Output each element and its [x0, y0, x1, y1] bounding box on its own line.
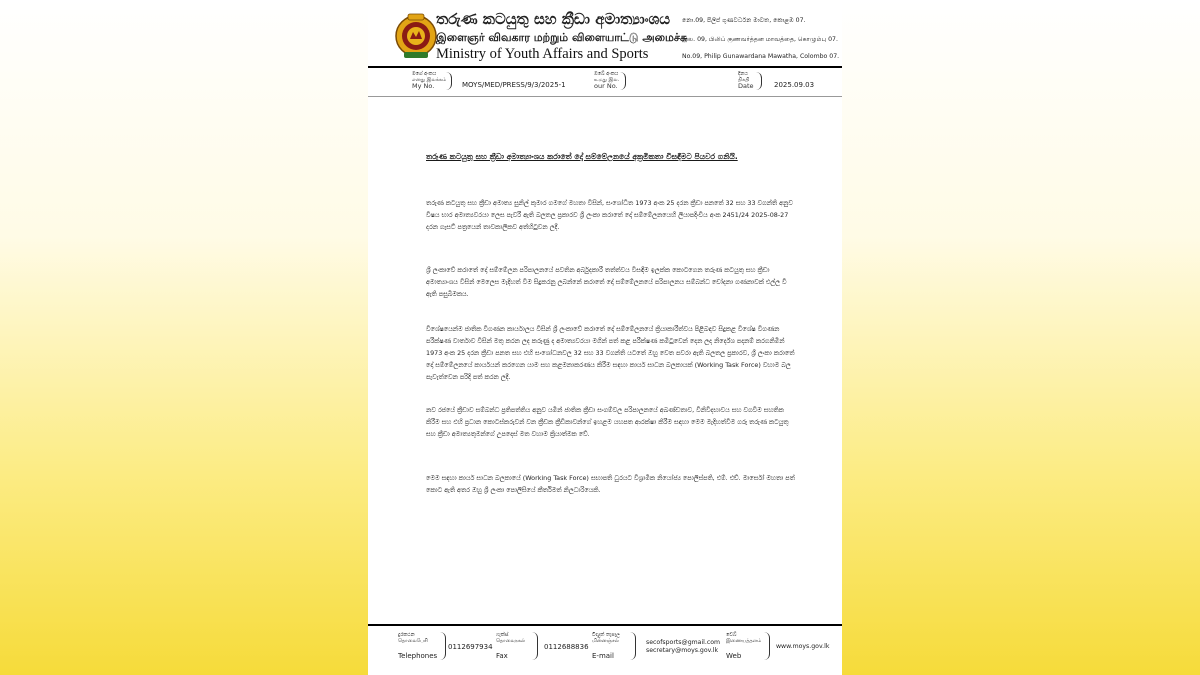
paragraph: මෙම සඳහා කාර්ය සාධන බලකායේ (Working Task Force) සභාපති ධුරයට විශ්‍රාමික නියෝජ්‍ය පොලිස්පති, එම්. එච්. මාර්සෝ මහතා පත් කොට ඇති අතර ඔහු ශ්‍රී ලංකා පොලිසියේ කීර්තිමත් නිලධාරියෙකි.	[426, 474, 795, 494]
ministry-name-tamil: இளைஞர் விவகார மற்றும் விளையாட்டு அமைச்சு	[436, 31, 688, 44]
brace	[620, 72, 626, 90]
fax-number: 0112688836	[544, 643, 589, 651]
footer-divider	[368, 624, 842, 626]
telephone-label-english: Telephones	[398, 652, 438, 660]
letter-page	[368, 0, 842, 675]
reference-divider	[368, 96, 842, 97]
brace	[446, 72, 452, 90]
telephone-number: 0112697934	[448, 643, 493, 651]
my-number-label: මගේ අංකය எனது இலக்கம் My No.	[412, 71, 447, 90]
ministry-name-sinhala: තරුණ කටයුතු සහ ක්‍රීඩා අමාත්‍යාංශය	[436, 10, 671, 28]
header-divider	[368, 66, 842, 68]
paragraph: විශේෂයෙන්ම ජාතික විගණන කාර්යාලය විසින් ශ්‍රී ලංකාවේ කරාතේ දෝ සම්මේලනයේ ක්‍රියාකාරීත්වය පිළිබඳව සිදුකළ විශේෂ විගණන පරීක්ෂණ වාර්තාව විසින් මතු කරන ලද කරුණු ද අමාත්‍යවරයා මගින් පත් කළ පරීක්ෂණ කමිටුවෙන් දෙන ලද නිර්දේශ පදනම් කරගනිමින් 1973 අංක 25 දරන ක්‍රීඩා පනත සහ එහි සංශෝධනවල 32 සහ 33 වගන්ති යටතේ ඔහු වෙත පවරා ඇති බලතල ප්‍රකාරව, ශ්‍රී ලංකා කරාතේ දෝ සම්මේලනයේ කාර්යයන් කරගෙන යාම සහ කළමනාකරණය කිරීම සඳහා කාර්ය සාධන බලකායක් (Working Task Force) වහාම බල පැවැත්වෙන පරිදි පත් කරන ලදී.	[426, 325, 795, 381]
email-label-english: E-mail	[592, 652, 614, 660]
address-english: No.09, Philip Gunawardana Mawatha, Colombo 07.	[682, 53, 840, 60]
ministry-name-english: Ministry of Youth Affairs and Sports	[436, 46, 649, 62]
brace	[756, 72, 762, 90]
brace	[764, 632, 770, 660]
brace	[440, 632, 446, 660]
fax-label-english: Fax	[496, 652, 508, 660]
our-number-label: ඔබේ අංකය உமது இல. our No.	[594, 71, 620, 90]
date-label: දිනය திகதி Date	[738, 71, 754, 90]
email-label: විද්‍යුත් තැපෑල மின்னஞ்சல்	[592, 632, 620, 644]
government-emblem-icon	[394, 12, 438, 60]
my-number-value: MOYS/MED/PRESS/9/3/2025-1	[462, 81, 566, 89]
telephone-label: දුරකථන தொலைபேசி	[398, 632, 428, 644]
web-label: වෙබ් இணையத்தளம்	[726, 632, 762, 644]
letterhead	[368, 0, 842, 68]
reference-row	[368, 70, 842, 94]
address-sinhala: නො.09, පිලිප් ගුණවර්ධන මාවත, කොළඹ 07.	[682, 17, 806, 24]
email-link[interactable]: secofsports@gmail.com	[646, 639, 721, 646]
web-label-english: Web	[726, 652, 742, 660]
website-link[interactable]: www.moys.gov.lk	[776, 643, 830, 650]
address-tamil: இல. 09, பிலிப் குணவர்த்தன மாவத்தை, கொழும்பு 07.	[682, 36, 838, 43]
paragraph: තරුණ කටයුතු සහ ක්‍රීඩා අමාත්‍ය සුනිල් කුමාර ගමගේ මහතා විසින්, සංශෝධිත 1973 අංක 25 දරන ක්‍රීඩා පනතේ 32 සහ 33 වගන්ති අනුව විෂය භාර අමාත්‍යවරයා ලෙස පැවරී ඇති බලතල ප්‍රකාරව ශ්‍රී ලංකා කරාතේ දෝ සම්මේලනයෙහි ලියාපදිංචිය අංක 2451/24 2025-08-27 දරන ගැසට් පත්‍රයෙන් තාවකාලිකව අත්හිටුවන ලදී.	[426, 199, 793, 231]
brace	[532, 632, 538, 660]
email-link[interactable]: secretary@moys.gov.lk	[646, 647, 719, 654]
date-value: 2025.09.03	[774, 81, 815, 89]
press-release-title: තරුණ කටයුතු සහ ක්‍රීඩා අමාත්‍යාංශය කරාතේ දෝ සම්මේලනයේ අක්‍රමිකතා විසඳීමට පියවර ගනියි.	[426, 152, 738, 161]
fax-label: ෆැක්ස් தொலைநகல்	[496, 632, 526, 644]
paragraph: නව රජයේ ක්‍රීඩාව සම්බන්ධ ප්‍රතිපත්තිය අනුව යමින් ජාතික ක්‍රීඩා සංගම්වල පරිපාලනයේ අඛණ්ඩතාව, විනිවිදභාවය සහ වගවීම සහතික කිරීම සහ එහි ප්‍රධාන කොටස්කරුවන් වන ක්‍රීඩක ක්‍රීඩිකාවන්ගේ ඉහළම යහපත ආරක්ෂා කිරීම සඳහා මෙම මැදිහත්වීම ගරු තරුණ කටයුතු සහ ක්‍රීඩා අමාත්‍යතුමන්ගේ උපදෙස් මත වහාම ක්‍රියාත්මක වේ.	[426, 406, 789, 438]
brace	[630, 632, 636, 660]
contact-footer	[368, 628, 842, 668]
paragraph: ශ්‍රී ලංකාවේ කරාතේ දෝ සම්මේලන පරිපාලනයේ පවතින අර්බුදකාරී තත්ත්වය විසඳීම ඉලක්ක කොටගෙන තරුණ කටයුතු සහ ක්‍රීඩා අමාත්‍යාංශය විසින් මෙලෙස මැදිහත් වීම සිදුකරනු ලබන්නේ කරාතේ දෝ සම්මේලනයේ පරිපාලනය සම්බන්ධ චෝදනා ගණනාවක් එල්ල වී ඇති පසුබිමකය.	[426, 266, 787, 298]
